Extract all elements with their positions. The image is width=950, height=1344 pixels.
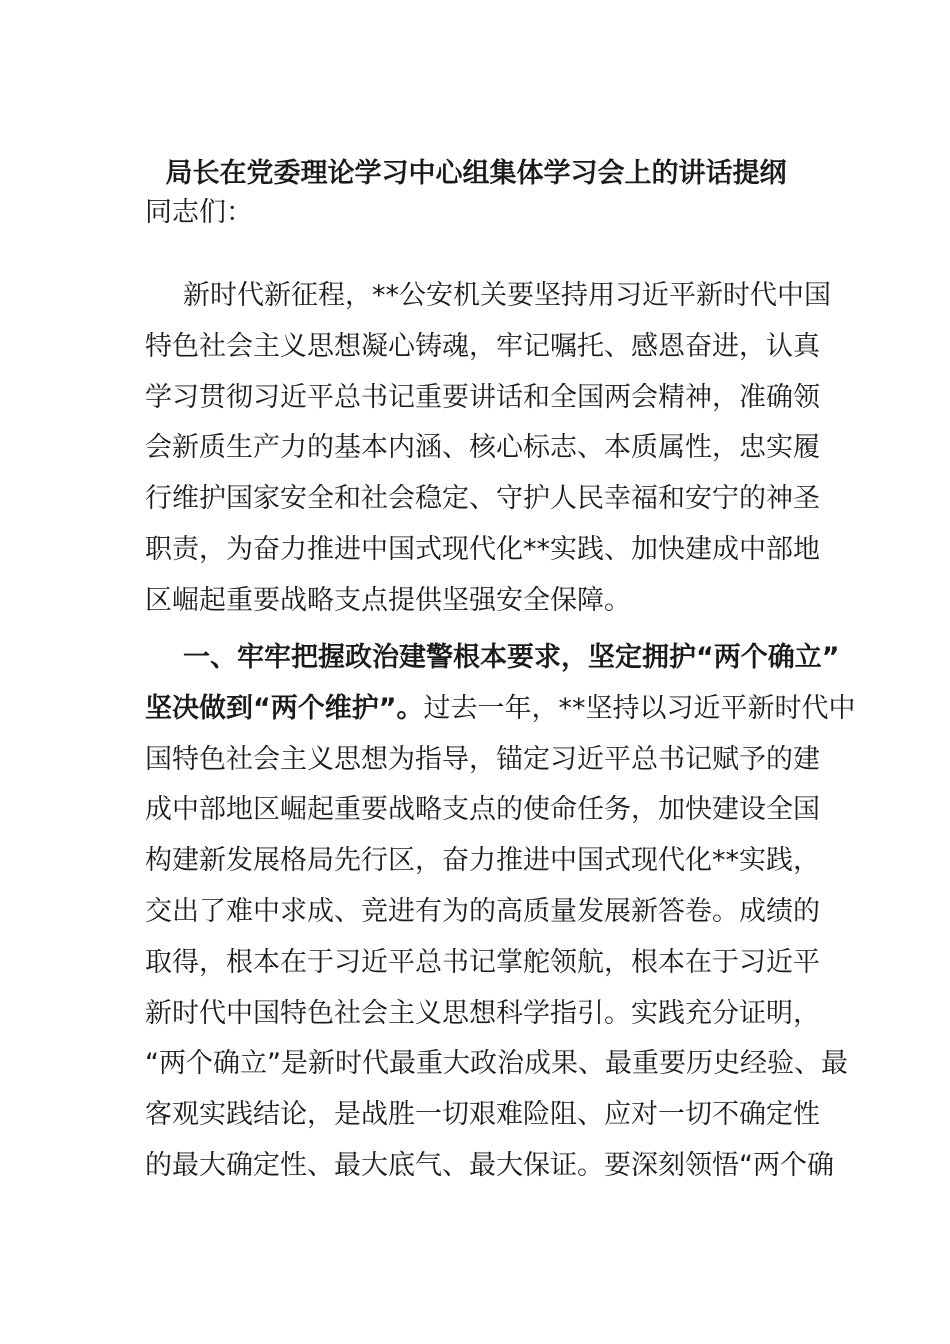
paragraph-line: 特色社会主义思想凝心铸魂，牢记嘱托、感恩奋进，认真 [145,330,820,362]
paragraph-line: 行维护国家安全和社会稳定、守护人民幸福和安宁的神圣 [145,483,820,515]
document-title: 局长在党委理论学习中心组集体学习会上的讲话提纲 [165,158,787,189]
paragraph-line: 取得，根本在于习近平总书记掌舵领航，根本在于习近平 [145,946,820,978]
paragraph-intro [145,271,831,627]
paragraph-line: 客观实践结论，是战胜一切艰难险阻、应对一切不确定性 [145,1099,820,1131]
paragraph-text: 过去一年，**坚持以习近平新时代中 [423,692,856,724]
paragraph-section-one [145,633,856,1192]
paragraph-line: 区崛起重要战略支点提供坚强安全保障。 [145,584,631,616]
paragraph-line: 国特色社会主义思想为指导，锚定习近平总书记赋予的建 [145,743,820,775]
paragraph-line: 新时代新征程，**公安机关要坚持用习近平新时代中国 [183,280,831,311]
paragraph-line: 交出了难中求成、竞进有为的高质量发展新答卷。成绩的 [145,895,820,927]
paragraph-line: 职责，为奋力推进中国式现代化**实践、加快建成中部地 [145,533,820,565]
paragraph-line: 成中部地区崛起重要战略支点的使命任务，加快建设全国 [145,794,820,826]
paragraph-line: “两个确立”是新时代最重大政治成果、最重要历史经验、最 [145,1048,848,1080]
paragraph-line [145,684,856,735]
paragraph-line: 的最大确定性、最大底气、最大保证。要深刻领悟“两个确 [145,1149,834,1181]
paragraph-line: 学习贯彻习近平总书记重要讲话和全国两会精神，准确领 [145,381,820,413]
paragraph-line: 会新质生产力的基本内涵、核心标志、本质属性，忠实履 [145,432,820,464]
section-heading: 一、牢牢把握政治建警根本要求，坚定拥护“两个确立” [183,642,840,673]
paragraph-line: 构建新发展格局先行区，奋力推进中国式现代化**实践， [145,845,820,877]
salutation: 同志们： [145,197,253,228]
paragraph-line: 新时代中国特色社会主义思想科学指引。实践充分证明， [145,997,820,1029]
section-heading-continued: 坚决做到“两个维护”。 [145,692,424,724]
